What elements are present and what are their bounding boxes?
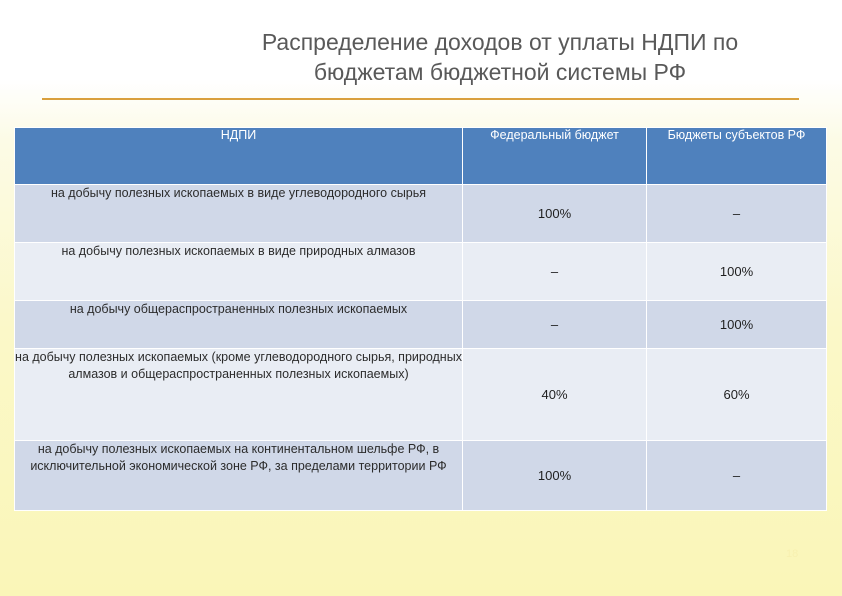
page-number: 18 (786, 548, 799, 560)
title-divider (42, 98, 799, 100)
table-row (15, 301, 827, 349)
federal-share: 40% (463, 349, 647, 441)
ndpi-distribution-table (14, 127, 827, 511)
header-federal-budget: Федеральный бюджет (463, 128, 647, 185)
header-regional-budgets: Бюджеты субъектов РФ (647, 128, 827, 185)
row-label: на добычу полезных ископаемых (кроме углеводородного сырья, природных алмазов и общераспространенных полезных ископаемых) (15, 349, 463, 441)
row-label: на добычу полезных ископаемых на континентальном шельфе РФ, в исключительной экономической зоне РФ, за пределами территории РФ (15, 441, 463, 511)
row-label: на добычу общераспространенных полезных ископаемых (15, 301, 463, 349)
table-row (15, 441, 827, 511)
federal-share: 100% (463, 185, 647, 243)
table-row (15, 349, 827, 441)
regional-share: 100% (647, 301, 827, 349)
regional-share: 60% (647, 349, 827, 441)
table-header-row (15, 128, 827, 185)
slide-title (180, 27, 820, 87)
row-label: на добычу полезных ископаемых в виде углеводородного сырья (15, 185, 463, 243)
row-label: на добычу полезных ископаемых в виде природных алмазов (15, 243, 463, 301)
federal-share: 100% (463, 441, 647, 511)
federal-share: – (463, 301, 647, 349)
regional-share: – (647, 441, 827, 511)
table-row (15, 185, 827, 243)
title-line-1: Распределение доходов от уплаты НДПИ по (261, 29, 739, 55)
table-row (15, 243, 827, 301)
header-ndpi: НДПИ (15, 128, 463, 185)
title-line-2: бюджетам бюджетной системы РФ (313, 59, 687, 85)
federal-share: – (463, 243, 647, 301)
regional-share: 100% (647, 243, 827, 301)
regional-share: – (647, 185, 827, 243)
